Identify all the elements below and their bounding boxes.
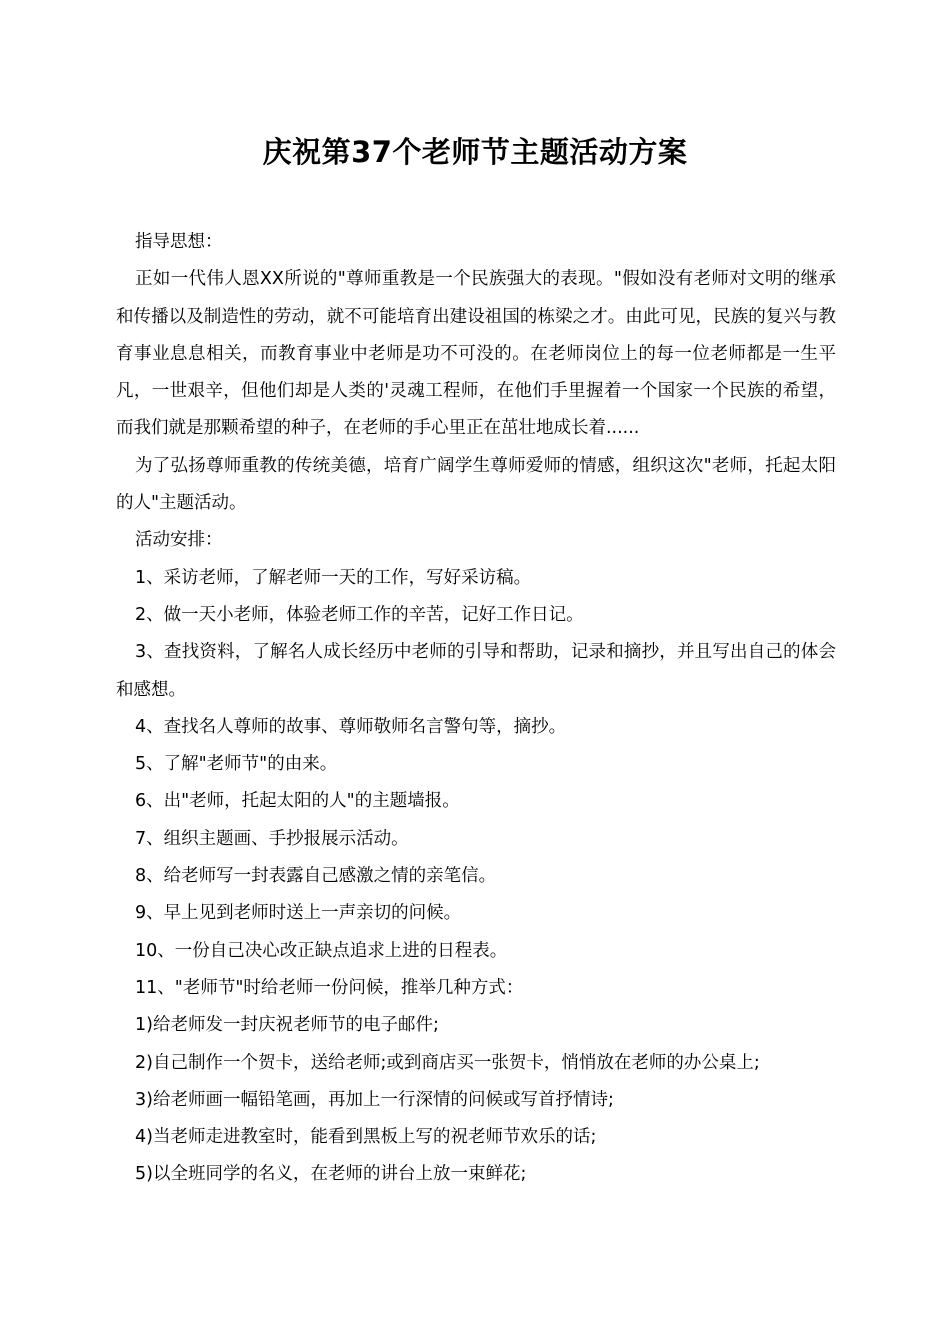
list-item: 1、采访老师，了解老师一天的工作，写好采访稿。 [135,567,532,588]
list-item: 4、查找名人尊师的故事、尊师敬师名言警句等，摘抄。 [135,716,567,737]
greeting-way-item: 2)自己制作一个贺卡，送给老师;或到商店买一张贺卡，悄悄放在老师的办公桌上; [135,1052,760,1073]
list-item: 8、给老师写一封表露自己感激之情的亲笔信。 [135,866,497,887]
list-item: 10、一份自己决心改正缺点追求上进的日程表。 [135,940,508,961]
document-title: 庆祝第37个老师节主题活动方案 [262,135,688,169]
activities-list [116,560,836,1008]
greeting-way-item: 1)给老师发一封庆祝老师节的电子邮件; [135,1015,439,1036]
list-item: 3、查找资料，了解名人成长经历中老师的引导和帮助，记录和摘抄，并且写出自己的体会和感想。 [116,642,836,700]
guiding-paragraph-2: 为了弘扬尊师重教的传统美德，培育广阔学生尊师爱师的情感，组织这次"老师，托起太阳的人"主题活动。 [116,455,836,514]
activities-heading: 活动安排： [135,530,223,551]
list-item: 6、出"老师，托起太阳的人"的主题墙报。 [135,791,460,812]
guiding-paragraph-1: 正如一代伟人恩XX所说的"尊师重教是一个民族强大的表现。"假如没有老师对文明的继承和传播以及制造性的劳动，就不可能培育出建设祖国的栋梁之才。由此可见，民族的复兴与教育事业息息相关，而教育事业中老师是功不可没的。在老师岗位上的每一位老师都是一生平凡，一世艰辛，但他们却是人类的'灵魂工程师，在他们手里握着一个国家一个民族的希望，而我们就是那颗希望的种子，在老师的手心里正在茁壮地成长着...... [116,269,836,439]
list-item: 11、"老师节"时给老师一份问候，推举几种方式： [135,977,524,998]
list-item: 5、了解"老师节"的由来。 [135,754,338,775]
list-item: 9、早上见到老师时送上一声亲切的问候。 [135,903,462,924]
greeting-way-item: 3)给老师画一幅铅笔画，再加上一行深情的问候或写首抒情诗; [135,1089,614,1110]
list-item: 7、组织主题画、手抄报展示活动。 [135,828,409,849]
greeting-way-item: 5)以全班同学的名义，在老师的讲台上放一束鲜花; [135,1164,527,1185]
list-item: 2、做一天小老师，体验老师工作的辛苦，记好工作日记。 [135,604,584,625]
greeting-ways-list [116,1007,836,1193]
guiding-heading: 指导思想： [135,232,223,252]
document-body [116,224,836,1194]
greeting-way-item: 4)当老师走进教室时，能看到黑板上写的祝老师节欢乐的话; [135,1127,597,1148]
